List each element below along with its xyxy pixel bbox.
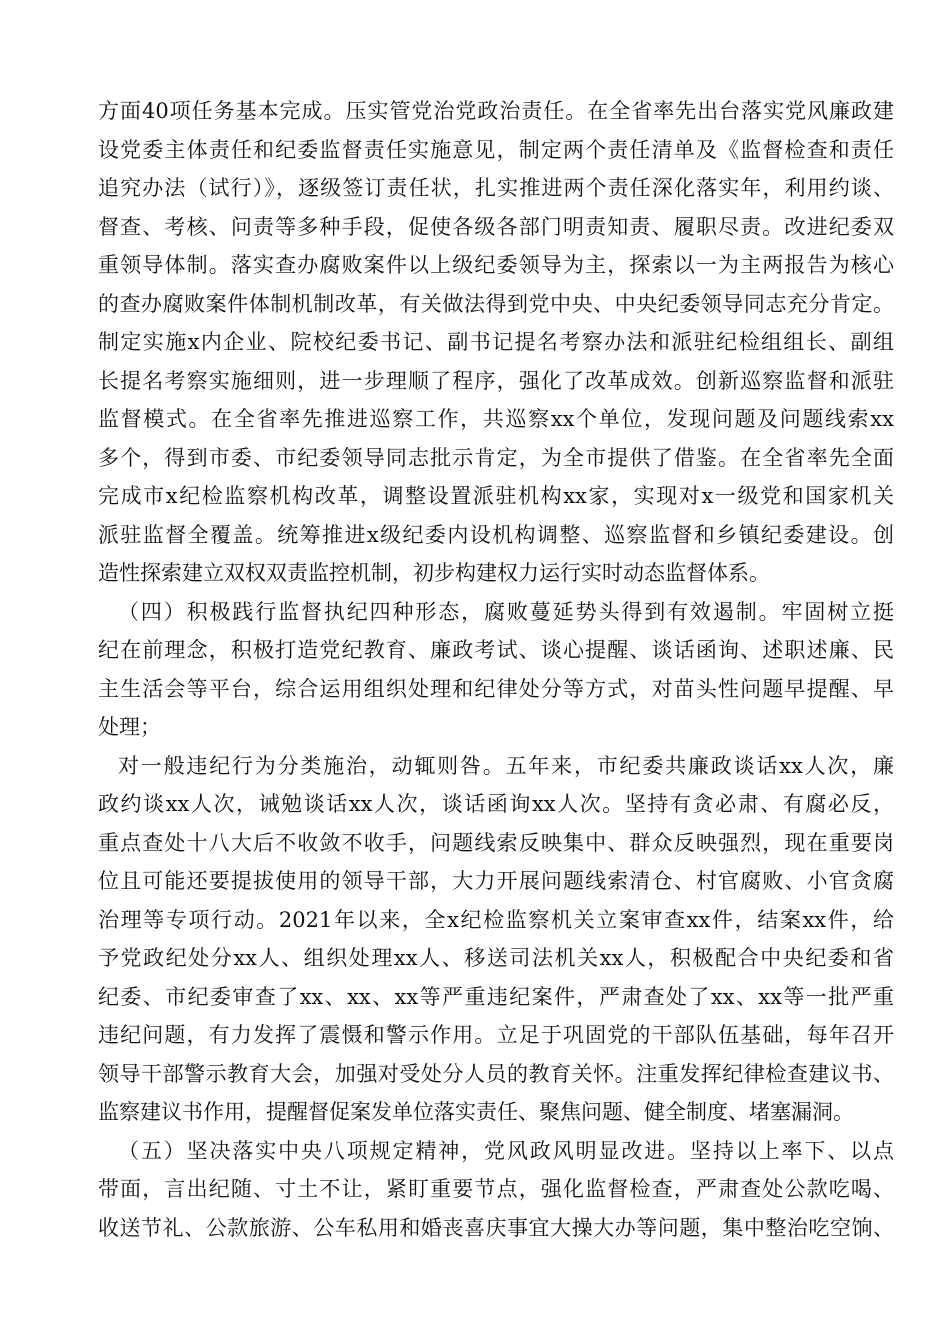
- paragraph-reform-progress: [98, 92, 894, 593]
- text-line: 重领导体制。落实查办腐败案件以上级纪委领导为主，探索以一为主两报告为核心: [98, 253, 894, 277]
- section-heading-line: （四）积极践行监督执纪四种形态，腐败蔓延势头得到有效遏制。牢固树立挺: [118, 599, 894, 624]
- text-line: 督查、考核、问责等多种手段，促使各级各部门明责知责、履职尽责。改进纪委双: [98, 214, 894, 239]
- text-line: 违纪问题，有力发挥了震慑和警示作用。立足于巩固党的干部队伍基础，每年召开: [98, 1023, 894, 1047]
- text-line: 收送节礼、公款旅游、公车私用和婚丧喜庆事宜大操大办等问题，集中整治吃空饷、: [98, 1215, 894, 1240]
- text-line: 带面，言出纪随、寸土不让，紧盯重要节点，强化监督检查，严肃查处公款吃喝、: [98, 1177, 894, 1201]
- text-line: 派驻监督全覆盖。统筹推进x级纪委内设机构调整、巡察监督和乡镇纪委建设。创: [98, 522, 894, 547]
- text-line: 重点查处十八大后不收敛不收手，问题线索反映集中、群众反映强烈，现在重要岗: [98, 830, 894, 855]
- paragraph-section-five: [98, 1132, 894, 1248]
- document-body: [98, 92, 894, 1247]
- text-line: 完成市x纪检监察机构改革，调整设置派驻机构xx家，实现对x一级党和国家机关: [98, 484, 894, 508]
- text-line: 主生活会等平台，综合运用组织处理和纪律处分等方式，对苗头性问题早提醒、早: [98, 676, 894, 701]
- text-line: 位且可能还要提拔使用的领导干部，大力开展问题线索清仓、村官腐败、小官贪腐: [98, 869, 894, 893]
- text-line: 长提名考察实施细则，进一步理顺了程序，强化了改革成效。创新巡察监督和派驻: [98, 368, 894, 393]
- text-line: 对一般违纪行为分类施治，动辄则咎。五年来，市纪委共廉政谈话xx人次，廉: [118, 753, 894, 778]
- text-line: 纪在前理念，积极打造党纪教育、廉政考试、谈心提醒、谈话函询、述职述廉、民: [98, 638, 894, 662]
- text-line: 的查办腐败案件体制机制改革，有关做法得到党中央、中央纪委领导同志充分肯定。: [98, 291, 894, 316]
- text-line: 监察建议书作用，提醒督促案发单位落实责任、聚焦问题、健全制度、堵塞漏洞。: [98, 1100, 854, 1124]
- text-line: 造性探索建立双权双责监控机制，初步构建权力运行实时动态监督体系。: [98, 561, 770, 585]
- text-line: 设党委主体责任和纪委监督责任实施意见，制定两个责任清单及《监督检查和责任: [98, 137, 894, 162]
- text-line: 监督模式。在全省率先推进巡察工作，共巡察xx个单位，发现问题及问题线索xx: [98, 407, 894, 431]
- text-line: 处理；: [98, 715, 161, 739]
- paragraph-section-four: [98, 593, 894, 747]
- text-line: 追究办法（试行）》，逐级签订责任状，扎实推进两个责任深化落实年，利用约谈、: [98, 176, 894, 200]
- text-line: 方面40项任务基本完成。压实管党治党政治责任。在全省率先出台落实党风廉政建: [98, 99, 894, 123]
- text-line: 多个，得到市委、市纪委领导同志批示肯定，为全市提供了借鉴。在全省率先全面: [98, 445, 894, 470]
- text-line: 政约谈xx人次，诫勉谈话xx人次，谈话函询xx人次。坚持有贪必肃、有腐必反，: [98, 792, 894, 816]
- text-line: 制定实施x内企业、院校纪委书记、副书记提名考察办法和派驻纪检组组长、副组: [98, 330, 894, 354]
- section-heading-line: （五）坚决落实中央八项规定精神，党风政风明显改进。坚持以上率下、以点: [118, 1138, 894, 1163]
- text-line: 治理等专项行动。2021年以来，全x纪检监察机关立案审查xx件，结案xx件，给: [98, 907, 894, 932]
- text-line: 纪委、市纪委审查了xx、xx、xx等严重违纪案件，严肃查处了xx、xx等一批严重: [98, 984, 894, 1009]
- text-line: 予党政纪处分xx人、组织处理xx人、移送司法机关xx人，积极配合中央纪委和省: [98, 946, 894, 970]
- paragraph-disciplinary-actions: [98, 747, 894, 1132]
- text-line: 领导干部警示教育大会，加强对受处分人员的教育关怀。注重发挥纪律检查建议书、: [98, 1061, 894, 1086]
